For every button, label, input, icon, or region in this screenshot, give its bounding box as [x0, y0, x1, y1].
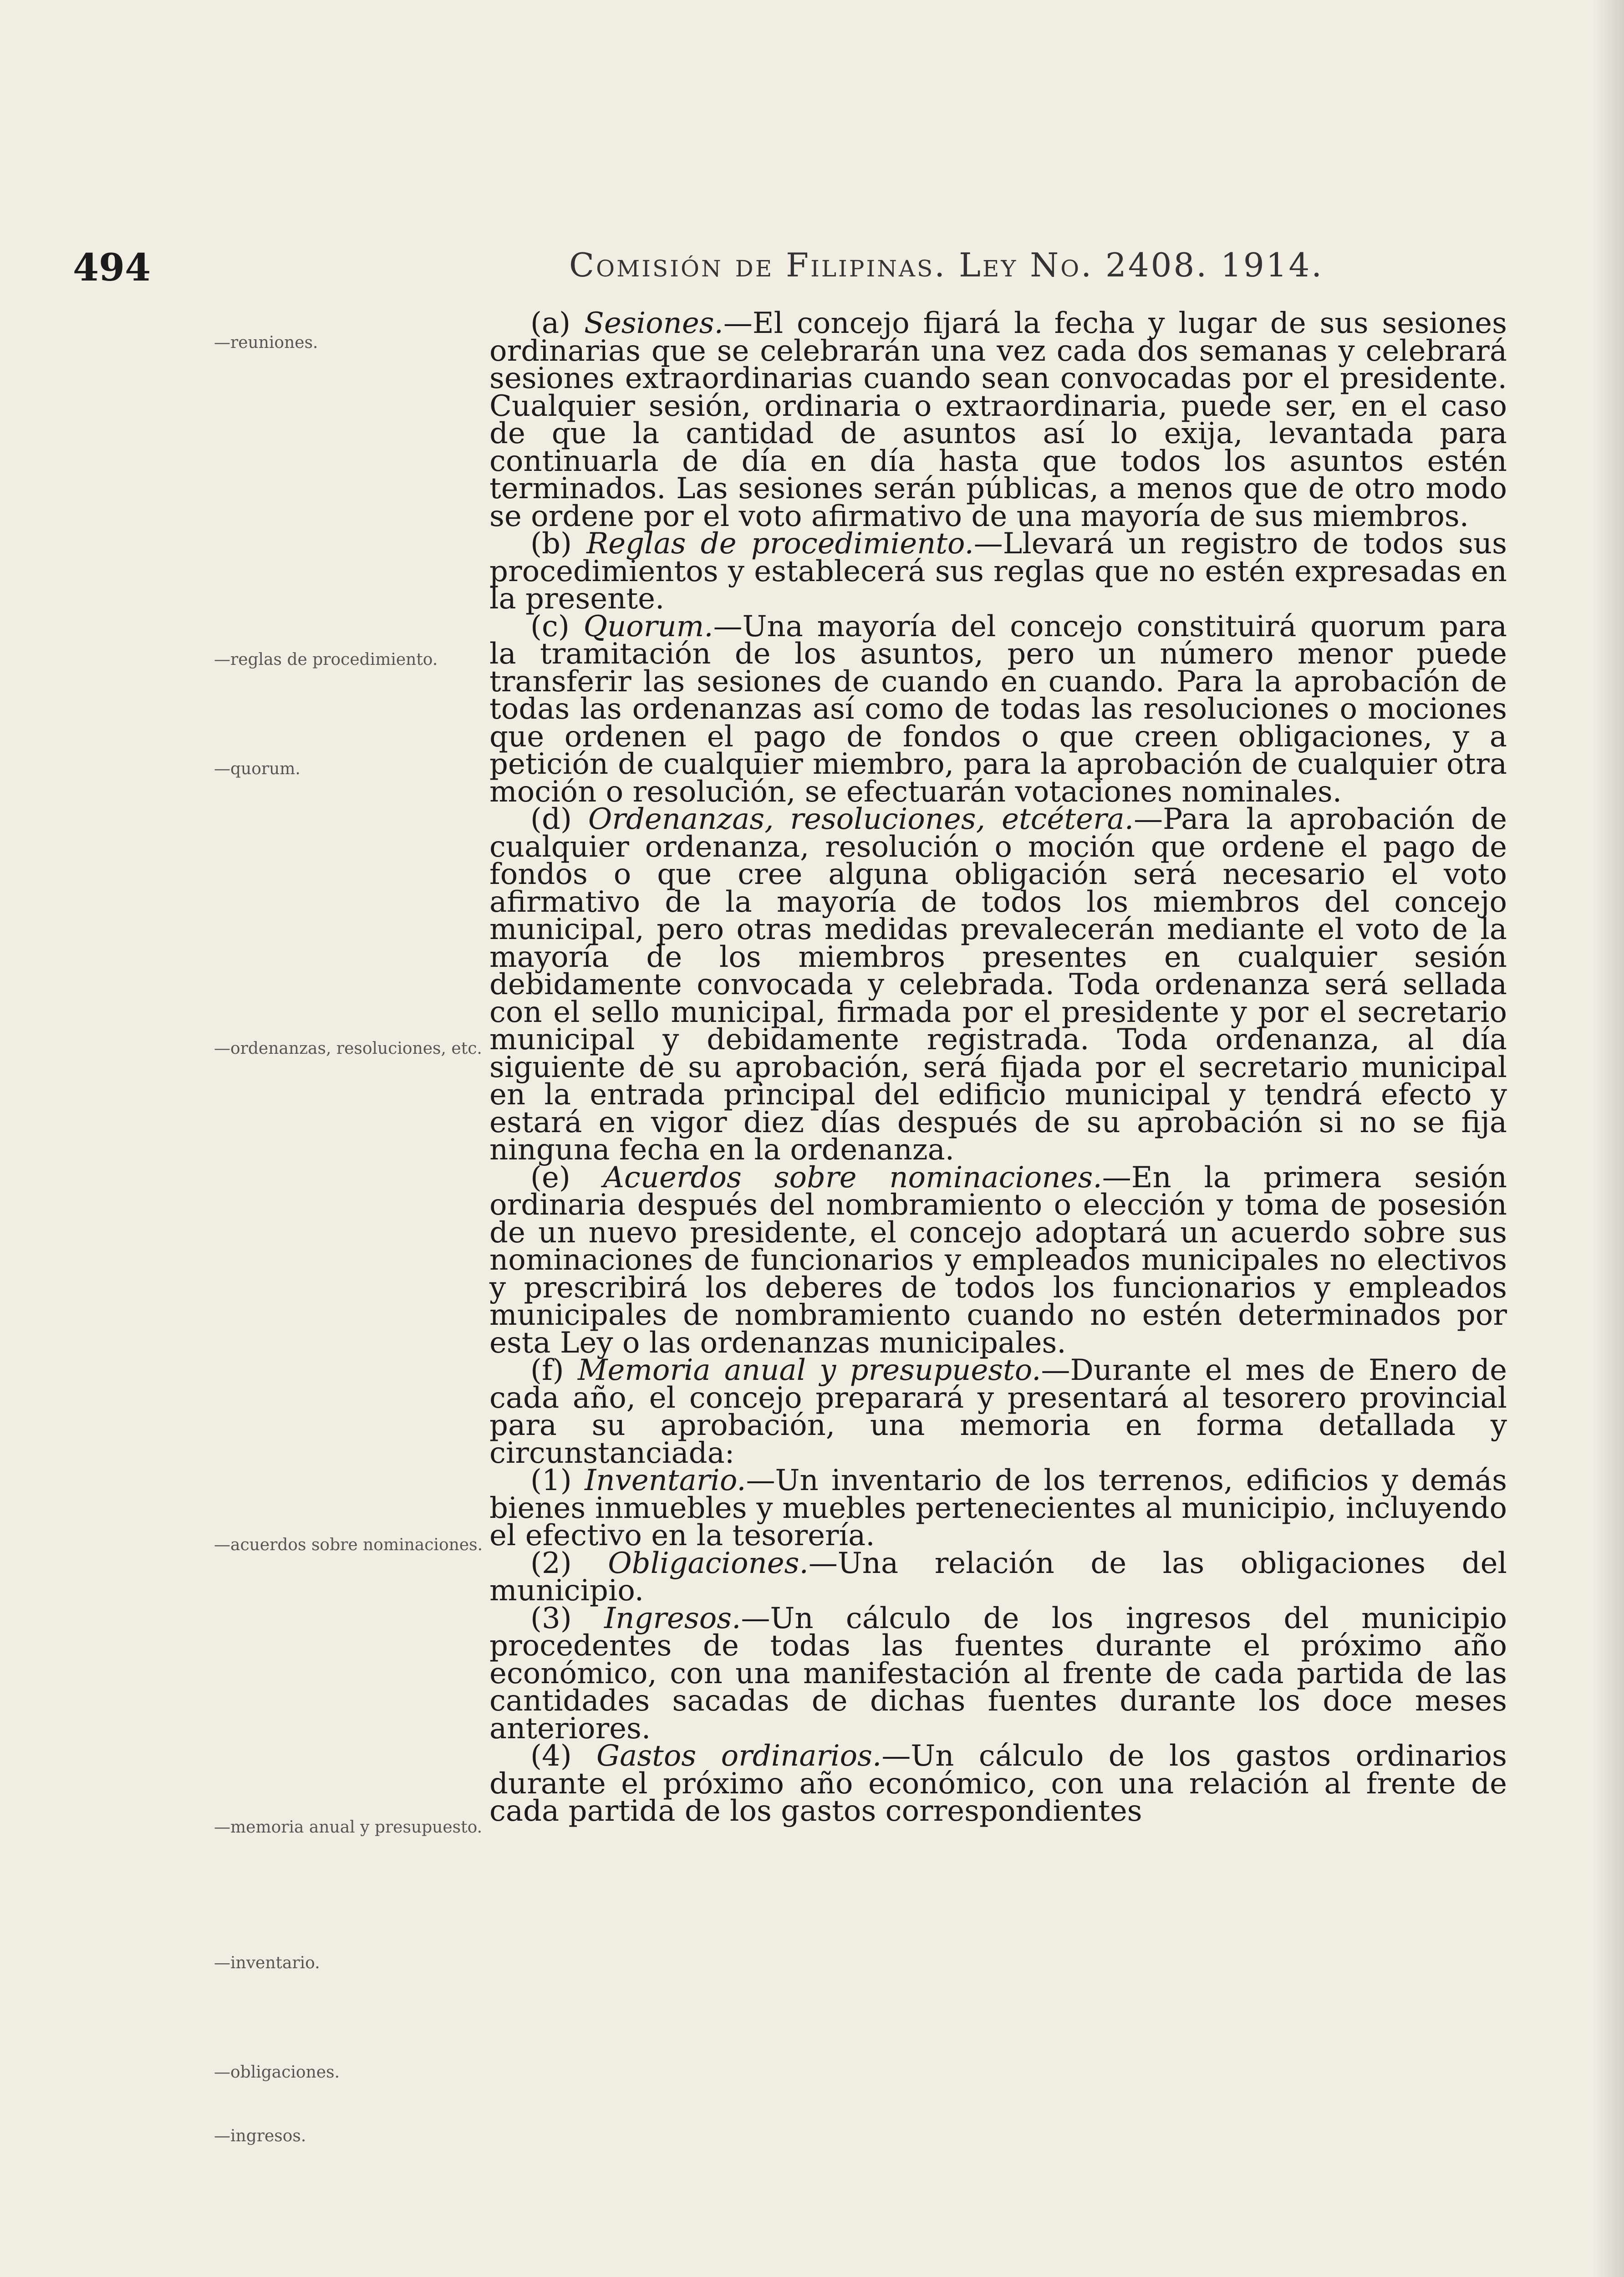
paragraph-ordenanzas: [489, 802, 1507, 1167]
body-text: [489, 306, 1507, 1828]
para-label: (d): [530, 802, 572, 836]
paragraph-sesiones: [489, 306, 1507, 533]
para-heading: Quorum.: [583, 609, 713, 643]
para-label: (4): [530, 1739, 572, 1773]
para-heading: Ordenanzas, resoluciones, etcétera.: [588, 802, 1134, 836]
paragraph-obligaciones: [489, 1546, 1507, 1608]
page-edge-shadow: [1592, 0, 1624, 2277]
running-head: Comisión de Filipinas. Ley No. 2408. 1914.: [569, 246, 1324, 284]
para-heading: Inventario.: [585, 1464, 746, 1497]
paragraph-quorum: [489, 609, 1507, 809]
para-heading: Obligaciones.: [608, 1546, 809, 1580]
margin-note-acuerdos: —acuerdos sobre nominaciones.: [214, 1536, 483, 1554]
para-label: (c): [530, 609, 570, 643]
margin-note-reglas: —reglas de procedimiento.: [214, 650, 438, 669]
page-number: 494: [73, 246, 151, 290]
para-text: —Un cálculo de los gastos ordinarios durante el próximo año económico, con una relación al frente de cada partida de los gastos correspondientes: [489, 1739, 1507, 1828]
para-text: —Para la aprobación de cualquier ordenanza, resolución o moción que ordene el pago de fondos o que cree alguna obligación será necesario el voto afirmativo de la mayoría de todos los miembros del concejo municipal, pero otras medidas prevalecerán mediante el voto de la mayoría de los miembros presentes en cualquier sesión debidamente convocada y celebrada. Toda ordenanza será sellada con el sello municipal, firmada por el presidente y por el secretario municipal y debidamente registrada. Toda ordenanza, al día siguiente de su aprobación, será fijada por el secretario municipal en la entrada principal del edificio municipal y tendrá efecto y estará en vigor diez días después de su aprobación si no se fija ninguna fecha en la ordenanza.: [489, 802, 1507, 1167]
para-text: —Durante el mes de Enero de cada año, el concejo preparará y presentará al tesorero provincial para su aprobación, una memoria en forma detallada y circunstanciada:: [489, 1353, 1507, 1470]
para-heading: Gastos ordinarios.: [596, 1739, 882, 1773]
para-text: —Llevará un registro de todos sus procedimientos y establecerá sus reglas que no estén expresadas en la presente.: [489, 527, 1507, 616]
para-text: —Una mayoría del concejo constituirá quorum para la tramitación de los asuntos, pero un número menor puede transferir las sesiones de cuando en cuando. Para la aprobación de todas las ordenanzas así como de todas las resoluciones o mociones que ordenen el pago de fondos o que creen obligaciones, y a petición de cualquier miembro, para la aprobación de cualquier otra moción o resolución, se efectuarán votaciones nominales.: [489, 609, 1507, 809]
para-label: (a): [530, 306, 571, 340]
margin-note-obligaciones: —obligaciones.: [214, 2063, 340, 2082]
paragraph-acuerdos: [489, 1160, 1507, 1360]
para-text: —El concejo fijará la fecha y lugar de sus sesiones ordinarias que se celebrarán una vez cada dos semanas y celebrará sesiones extraordinarias cuando sean convocadas por el presidente. Cualquier sesión, ordinaria o extraordinaria, puede ser, en el caso de que la cantidad de asuntos así lo exija, levantada para continuarla de día en día hasta que todos los asuntos estén terminados. Las sesiones serán públicas, a menos que de otro modo se ordene por el voto afirmativo de una mayoría de sus miembros.: [489, 306, 1507, 533]
para-label: (e): [530, 1160, 570, 1195]
paragraph-memoria: [489, 1353, 1507, 1470]
margin-note-ingresos: —ingresos.: [214, 2127, 306, 2145]
para-label: (1): [530, 1464, 572, 1497]
paragraph-reglas: [489, 527, 1507, 616]
para-text: —Un cálculo de los ingresos del municipio procedentes de todas las fuentes durante el próximo año económico, con una manifestación al frente de cada partida de las cantidades sacadas de dichas fuentes durante los doce meses anteriores.: [489, 1601, 1507, 1746]
paragraph-inventario: [489, 1464, 1507, 1552]
para-heading: Reglas de procedimiento.: [586, 527, 974, 561]
paragraph-gastos: [489, 1739, 1507, 1828]
para-heading: Memoria anual y presupuesto.: [577, 1353, 1041, 1387]
para-heading: Sesiones.: [584, 306, 723, 340]
para-label: (f): [530, 1353, 564, 1387]
para-label: (2): [530, 1546, 572, 1580]
paragraph-ingresos: [489, 1601, 1507, 1746]
margin-note-quorum: —quorum.: [214, 760, 300, 778]
para-heading: Acuerdos sobre nominaciones.: [603, 1160, 1102, 1195]
para-label: (b): [530, 527, 572, 561]
para-text: —En la primera sesión ordinaria después del nombramiento o elección y toma de posesión de un nuevo presidente, el concejo adoptará un acuerdo sobre sus nominaciones de funcionarios y empleados municipales no electivos y prescribirá los deberes de todos los funcionarios y empleados municipales de nombramiento cuando no estén determinados por esta Ley o las ordenanzas municipales.: [489, 1160, 1507, 1360]
para-heading: Ingresos.: [604, 1601, 741, 1635]
para-text: —Un inventario de los terrenos, edificios y demás bienes inmuebles y muebles pertenecientes al municipio, incluyendo el efectivo en la tesorería.: [489, 1464, 1507, 1552]
margin-note-reuniones: —reuniones.: [214, 333, 318, 352]
margin-note-ordenanzas: —ordenanzas, resoluciones, etc.: [214, 1039, 482, 1058]
para-text: —Una relación de las obligaciones del municipio.: [489, 1546, 1507, 1608]
para-label: (3): [530, 1601, 572, 1635]
margin-note-inventario: —inventario.: [214, 1954, 320, 1972]
margin-note-memoria: —memoria anual y presupuesto.: [214, 1818, 483, 1837]
